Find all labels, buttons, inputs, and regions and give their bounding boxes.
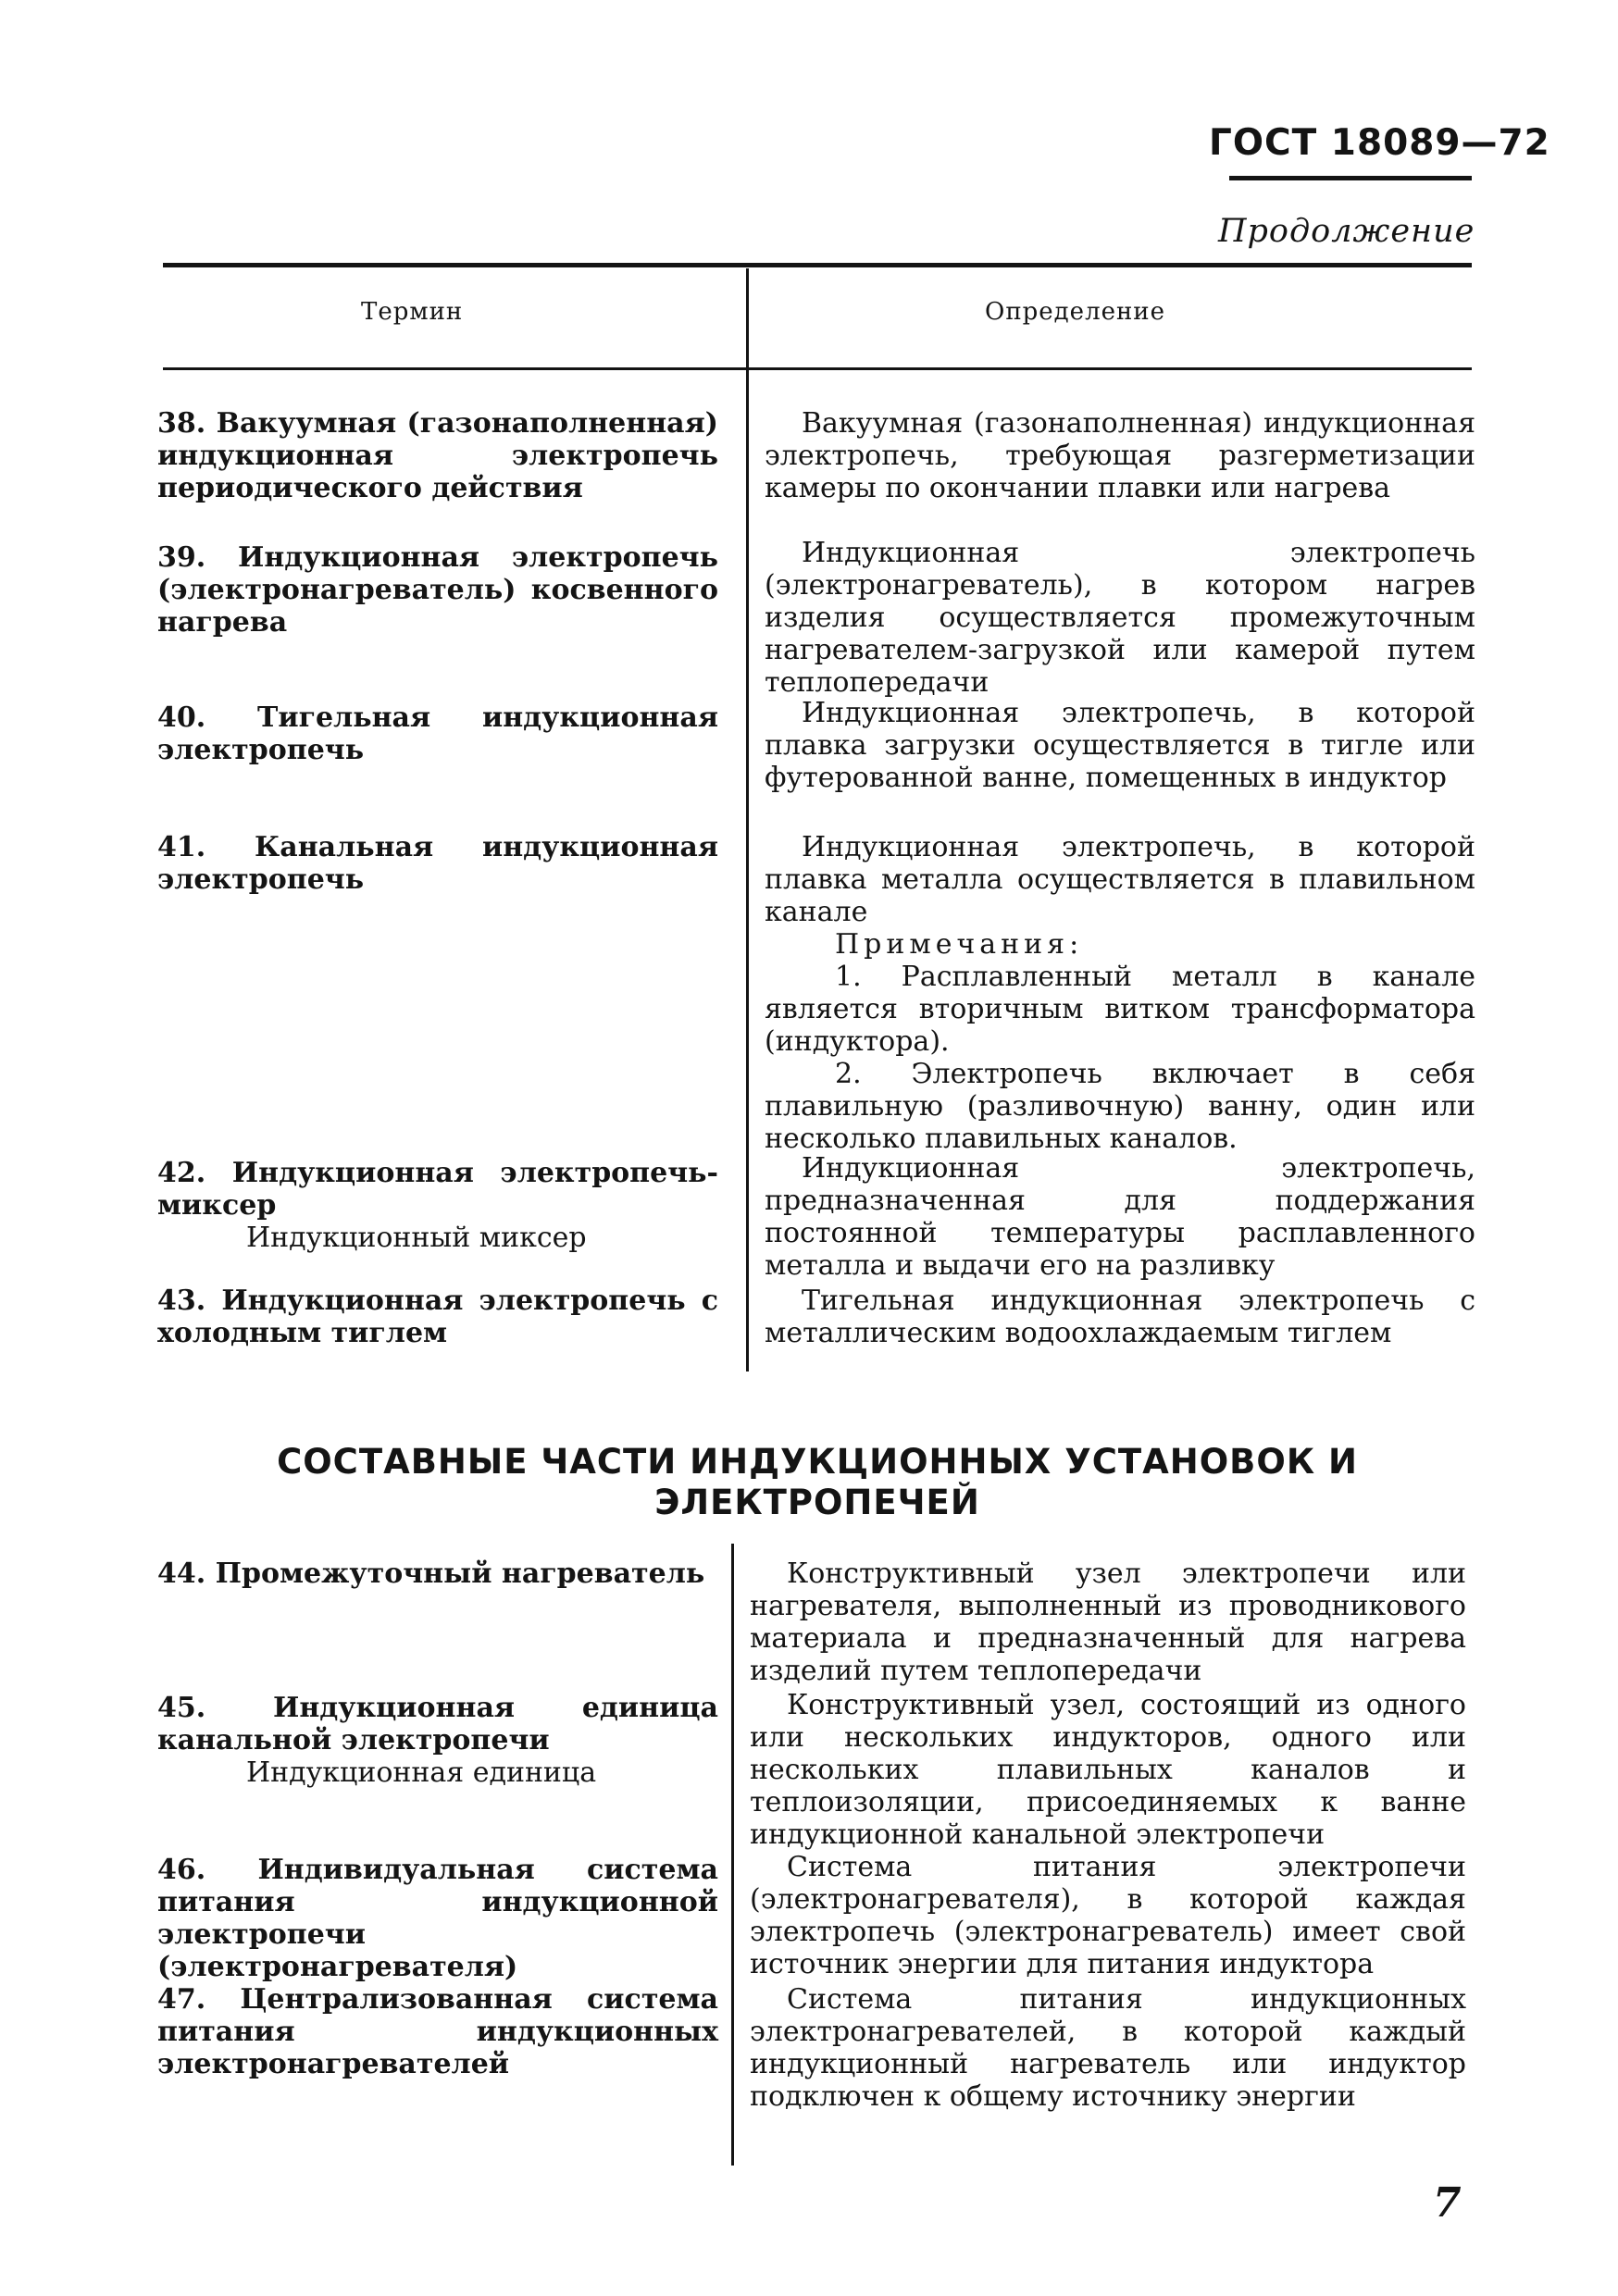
column-header-definition: Определение [985,298,1166,326]
term-42: 42. Индукционная электропечь-миксер Индукционный миксер [157,1157,718,1254]
definition-42: Индукционная электропечь, предназначенная для поддержания постоянной температуры расплавленного металла и выдачи его на разливку [765,1152,1475,1282]
note-1: 1. Расплавленный металл в канале является вторичным витком трансформатора (индуктора). [765,961,1475,1058]
definition-47: Система питания индукционных электронагревателей, в которой каждый индукционный нагреватель или индуктор подключен к общему источнику энергии [750,1983,1466,2113]
term-38: 38. Вакуумная (газонаполненная) индукционная электропечь периодического действия [157,407,718,504]
section-title: СОСТАВНЫЕ ЧАСТИ ИНДУКЦИОННЫХ УСТАНОВОК И ЭЛЕКТРОПЕЧЕЙ [277,1442,1358,1522]
table-top-rule [163,263,1472,267]
page-number: 7 [1433,2179,1462,2227]
continuation-label: Продолжение [1218,213,1475,250]
synonym-45: Индукционная единица [246,1756,597,1789]
column-divider-top [746,268,749,1371]
definition-43: Тигельная индукционная электропечь с металлическим водоохлаждаемым тиглем [765,1285,1475,1349]
definition-39: Индукционная электропечь (электронагреватель), в котором нагрев изделия осуществляется промежуточным нагревателем-загрузкой или камерой путем теплопередачи [765,537,1475,699]
definition-44: Конструктивный узел электропечи или нагревателя, выполненный из проводникового материала и предназначенный для нагрева изделий путем теплопередачи [750,1558,1466,1687]
term-46: 46. Индивидуальная система питания индукционной электропечи (электронагревателя) [157,1854,718,1983]
column-divider-bottom [731,1544,734,2166]
definition-46: Система питания электропечи (электронагревателя), в которой каждая электропечь (электронагреватель) имеет свой источник энергии для питания индуктора [750,1851,1466,1980]
definition-41: Индукционная электропечь, в которой плавка металла осуществляется в плавильном канале [765,831,1475,928]
definition-40: Индукционная электропечь, в которой плавка загрузки осуществляется в тигле или футерованной ванне, помещенных в индуктор [765,697,1475,794]
definition-38: Вакуумная (газонаполненная) индукционная электропечь, требующая разгерметизации камеры по окончании плавки или нагрева [765,407,1475,504]
synonym-42: Индукционный миксер [246,1222,587,1254]
table-head-rule [163,367,1472,370]
term-43: 43. Индукционная электропечь с холодным тиглем [157,1285,718,1349]
term-47: 47. Централизованная система питания индукционных электронагревателей [157,1983,718,2080]
term-45: 45. Индукционная единица канальной электропечи Индукционная единица [157,1692,718,1789]
term-39: 39. Индукционная электропечь (электронагреватель) косвенного нагрева [157,541,718,639]
term-40: 40. Тигельная индукционная электропечь [157,701,718,766]
term-44: 44. Промежуточный нагреватель [157,1558,705,1590]
column-header-term: Термин [361,298,464,326]
definition-45: Конструктивный узел, состоящий из одного или нескольких индукторов, одного или нескольких плавильных каналов и теплоизоляции, присоединяемых к ванне индукционной канальной электропечи [750,1689,1466,1851]
notes-heading: Примечания: [835,928,1084,961]
header-rule [1229,176,1472,180]
standard-number: ГОСТ 18089—72 [1209,122,1550,164]
term-41: 41. Канальная индукционная электропечь [157,831,718,896]
note-2: 2. Электропечь включает в себя плавильную (разливочную) ванну, один или несколько плавильных каналов. [765,1058,1475,1155]
